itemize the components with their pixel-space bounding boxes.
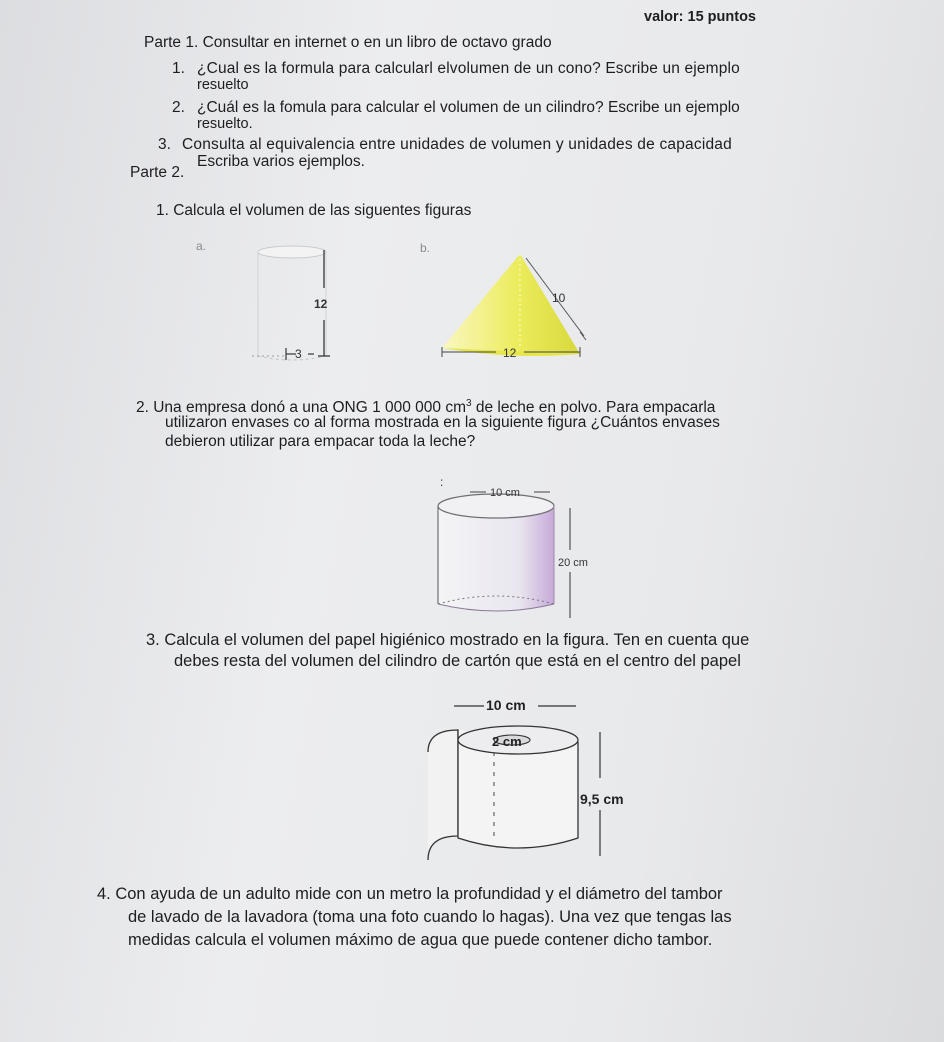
q2-line3: debieron utilizar para empacar toda la leche? <box>165 433 476 450</box>
q4-line2: de lavado de la lavadora (toma una foto cuando lo hagas). Una vez que tengas las <box>128 908 732 926</box>
part1-item-3-line1: Consulta al equivalencia entre unidades de volumen y unidades de capacidad <box>182 136 732 153</box>
q3-line2: debes resta del volumen del cilindro de cartón que está en el centro del papel <box>174 652 741 670</box>
figure-a-label: a. <box>196 239 207 253</box>
part1-item-3-num: 3. <box>158 136 171 153</box>
q1-text: 1. Calcula el volumen de las siguentes figuras <box>156 202 472 219</box>
q2-line1-post: de leche en polvo. Para empacarla <box>471 399 716 417</box>
part2-title: Parte 2. <box>130 164 185 181</box>
figure-q2-container <box>418 472 618 622</box>
q3-line1: 3. Calcula el volumen del papel higiénico mostrado en la figura. Ten en cuenta que <box>146 631 750 649</box>
part1-item-1-line2: resuelto <box>197 77 249 93</box>
q4-line1: 4. Con ayuda de un adulto mide con un metro la profundidad y el diámetro del tambor <box>97 885 723 903</box>
figure-q3-outer: 10 cm <box>486 697 526 713</box>
q2-line1-pre: 2. Una empresa donó a una ONG 1 000 000 cm <box>136 399 467 417</box>
part1-item-2-line1: ¿Cuál es la fomula para calcular el volumen de un cilindro? Escribe un ejemplo <box>197 99 740 116</box>
figure-q2-mark: : <box>440 475 444 489</box>
figure-a-cylinder <box>190 232 370 372</box>
q2-line1-sup: 3 <box>466 398 472 409</box>
figure-b-label: b. <box>420 241 431 255</box>
figure-b-cone <box>412 236 602 372</box>
figure-q3-height: 9,5 cm <box>580 791 624 807</box>
figure-q3-paper-roll <box>408 690 648 870</box>
figure-a-radius: 3 <box>295 347 302 361</box>
score-label: valor: 15 puntos <box>644 9 756 25</box>
part1-item-2-line2: resuelto. <box>197 116 253 132</box>
figure-q3-inner: 2 cm <box>492 734 522 749</box>
figure-b-slant: 10 <box>552 291 566 305</box>
q4-line3: medidas calcula el volumen máximo de agua que puede contener dicho tambor. <box>128 931 713 949</box>
figure-b-base: 12 <box>503 346 517 360</box>
figure-q2-height: 20 cm <box>558 557 588 569</box>
part1-item-2-num: 2. <box>172 99 185 116</box>
part1-item-1-num: 1. <box>172 60 185 77</box>
figure-a-height: 12 <box>314 297 328 311</box>
figure-q2-diameter: 10 cm <box>490 487 520 499</box>
q2-line2: utilizaron envases co al forma mostrada en la siguiente figura ¿Cuántos envases <box>165 414 720 431</box>
part1-item-3-line2: Escriba varios ejemplos. <box>197 153 365 170</box>
part1-item-1-line1: ¿Cual es la formula para calcularl elvolumen de un cono? Escribe un ejemplo <box>197 60 740 77</box>
part1-title: Parte 1. Consultar en internet o en un libro de octavo grado <box>144 34 552 51</box>
